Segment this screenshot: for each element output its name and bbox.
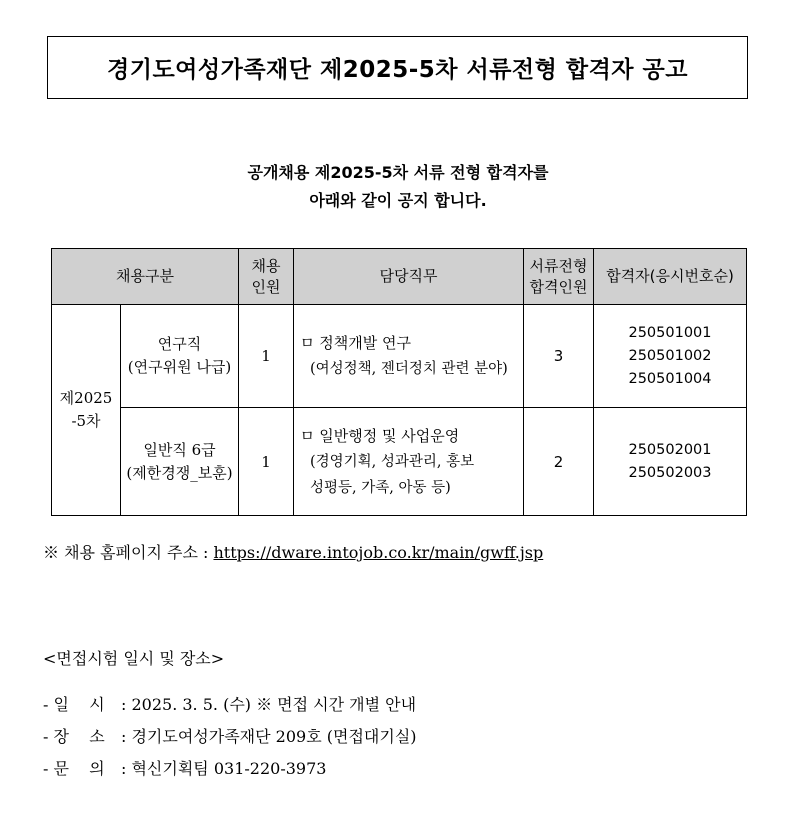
position-line2: (연구위원 나급)	[127, 358, 232, 376]
schedule-value: : 혁신기획팀 031-220-3973	[121, 759, 327, 778]
intro-line-2: 아래와 같이 공지 합니다.	[309, 191, 487, 210]
header-passed	[524, 249, 594, 305]
schedule-item	[43, 692, 416, 715]
table-row	[52, 305, 747, 408]
applicant-id: 250501002	[628, 347, 712, 364]
intro-line-1: 공개채용 제2025-5차 서류 전형 합격자를	[247, 163, 549, 182]
header-duty: 담당직무	[294, 249, 524, 305]
duty-cell	[294, 305, 524, 408]
duty-cell	[294, 408, 524, 516]
schedule-label: - 장 소	[43, 727, 105, 746]
header-passed-line2: 합격인원	[529, 277, 588, 296]
passed-count-cell: 2	[524, 408, 594, 516]
passed-count-cell: 3	[524, 305, 594, 408]
round-line2: -5차	[71, 412, 101, 430]
header-headcount-line2: 인원	[251, 277, 281, 296]
schedule-title: <면접시험 일시 및 장소>	[43, 649, 225, 668]
round-cell	[52, 305, 121, 516]
applicant-id: 250501001	[628, 324, 712, 341]
notice-title-box	[47, 36, 748, 99]
applicant-id: 250501004	[628, 370, 712, 387]
headcount-cell: 1	[239, 408, 294, 516]
duty-sub: (경영기획, 성과관리, 홍보	[310, 453, 475, 470]
header-passed-line1: 서류전형	[529, 256, 588, 275]
homepage-line	[43, 540, 543, 563]
schedule-label: - 문 의	[43, 759, 105, 778]
position-line2: (제한경쟁_보훈)	[126, 463, 233, 482]
duty-main: ㅁ 정책개발 연구	[300, 334, 411, 352]
duty-sub: (여성정책, 젠더정치 관련 분야)	[310, 361, 508, 377]
table-header-row	[52, 249, 747, 305]
position-cell	[121, 305, 239, 408]
schedule-value: : 경기도여성가족재단 209호 (면접대기실)	[121, 727, 417, 746]
schedule-label: - 일 시	[43, 695, 105, 714]
schedule-value: : 2025. 3. 5. (수) ※ 면접 시간 개별 안내	[121, 695, 417, 714]
homepage-link[interactable]: https://dware.intojob.co.kr/main/gwff.jsp	[213, 543, 544, 562]
header-headcount-line1: 채용	[251, 256, 281, 275]
header-headcount	[239, 249, 294, 305]
position-cell	[121, 408, 239, 516]
position-line1: 일반직 6급	[143, 440, 216, 459]
applicant-id: 250502003	[628, 464, 712, 481]
ids-cell	[594, 305, 747, 408]
schedule-item	[43, 724, 417, 747]
table-row	[52, 408, 747, 516]
header-ids: 합격자(응시번호순)	[594, 249, 747, 305]
duty-main: ㅁ 일반행정 및 사업운영	[300, 426, 460, 445]
schedule-item	[43, 756, 326, 779]
round-line1: 제2025	[59, 389, 113, 407]
homepage-label: ※ 채용 홈페이지 주소 :	[43, 543, 214, 562]
position-line1: 연구직	[157, 335, 202, 353]
notice-title: 경기도여성가족재단 제2025-5차 서류전형 합격자 공고	[107, 57, 688, 83]
applicant-id: 250502001	[628, 441, 712, 458]
duty-sub: 성평등, 가족, 아동 등)	[310, 479, 451, 496]
ids-cell	[594, 408, 747, 516]
result-table	[51, 248, 747, 516]
header-category: 채용구분	[52, 249, 239, 305]
headcount-cell: 1	[239, 305, 294, 408]
